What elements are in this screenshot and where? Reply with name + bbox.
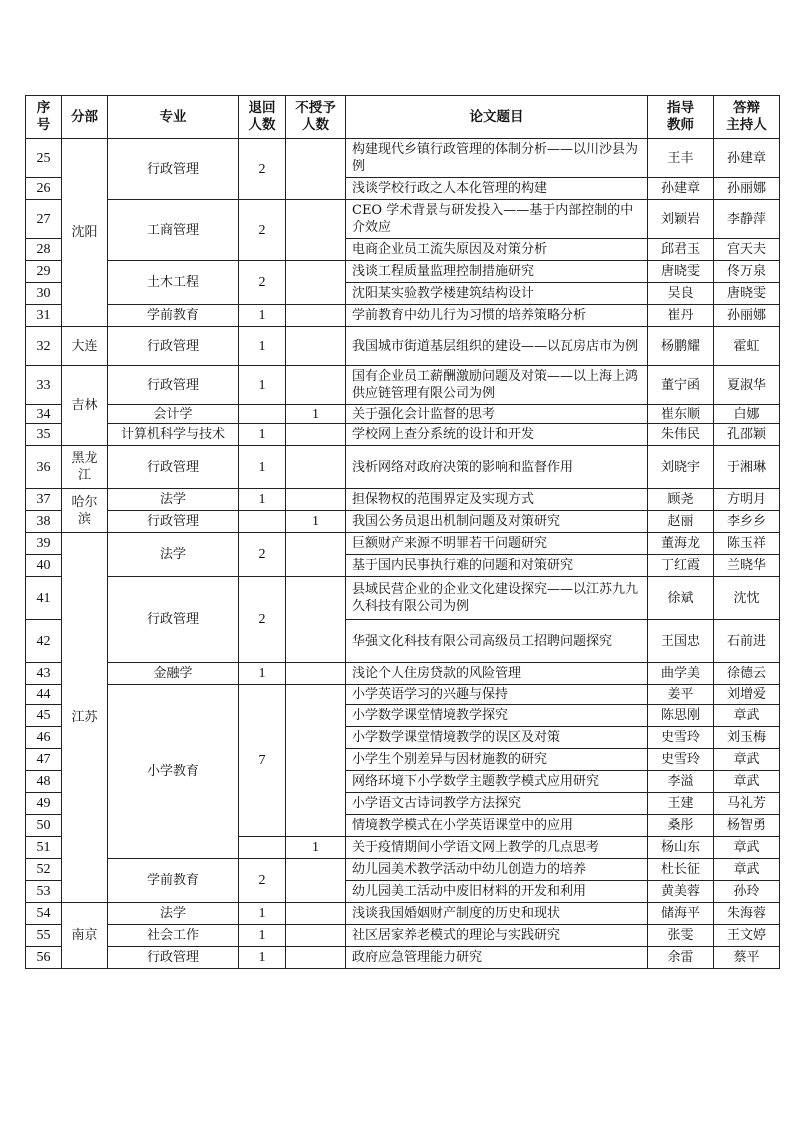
seq-cell: 51 — [26, 837, 62, 859]
title-cell: 我国城市街道基层组织的建设——以瓦房店市为例 — [346, 327, 648, 366]
title-cell: 构建现代乡镇行政管理的体制分析——以川沙县为例 — [346, 139, 648, 178]
title-cell: 浅论个人住房贷款的风险管理 — [346, 663, 648, 685]
header-seq: 序 号 — [26, 96, 62, 139]
not-granted-cell — [286, 424, 346, 446]
seq-cell: 54 — [26, 903, 62, 925]
not-granted-cell — [286, 366, 346, 405]
returned-cell: 1 — [239, 903, 286, 925]
not-granted-cell — [286, 489, 346, 511]
header-title: 论文题目 — [346, 96, 648, 139]
title-cell: 小学英语学习的兴趣与保持 — [346, 685, 648, 705]
not-granted-cell — [286, 685, 346, 837]
title-cell: 浅谈学校行政之人本化管理的构建 — [346, 178, 648, 200]
host-cell: 章武 — [714, 771, 780, 793]
seq-cell: 40 — [26, 555, 62, 577]
major-cell: 行政管理 — [108, 446, 239, 489]
seq-cell: 47 — [26, 749, 62, 771]
not-granted-cell — [286, 139, 346, 200]
host-cell: 宫天夫 — [714, 239, 780, 261]
not-granted-cell — [286, 200, 346, 261]
returned-cell: 1 — [239, 305, 286, 327]
seq-cell: 32 — [26, 327, 62, 366]
advisor-cell: 杨山东 — [648, 837, 714, 859]
title-cell: 沈阳某实验教学楼建筑结构设计 — [346, 283, 648, 305]
major-cell: 行政管理 — [108, 366, 239, 405]
seq-cell: 38 — [26, 511, 62, 533]
major-cell: 行政管理 — [108, 139, 239, 200]
seq-cell: 25 — [26, 139, 62, 178]
title-cell: 学前教育中幼儿行为习惯的培养策略分析 — [346, 305, 648, 327]
not-granted-cell — [286, 859, 346, 903]
returned-cell: 7 — [239, 685, 286, 837]
seq-cell: 27 — [26, 200, 62, 239]
advisor-cell: 王国忠 — [648, 620, 714, 663]
host-cell: 王文婷 — [714, 925, 780, 947]
header-host: 答辩 主持人 — [714, 96, 780, 139]
title-cell: 小学数学课堂情境教学的误区及对策 — [346, 727, 648, 749]
seq-cell: 29 — [26, 261, 62, 283]
seq-cell: 33 — [26, 366, 62, 405]
host-cell: 唐晓雯 — [714, 283, 780, 305]
title-cell: 小学语文古诗词教学方法探究 — [346, 793, 648, 815]
seq-cell: 52 — [26, 859, 62, 881]
advisor-cell: 朱伟民 — [648, 424, 714, 446]
title-cell: 小学生个别差异与因材施教的研究 — [346, 749, 648, 771]
not-granted-cell — [286, 446, 346, 489]
table-row — [26, 859, 780, 881]
title-cell: 基于国内民事执行难的问题和对策研究 — [346, 555, 648, 577]
table-row — [26, 405, 780, 424]
not-granted-cell: 1 — [286, 511, 346, 533]
table-row — [26, 424, 780, 446]
host-cell: 孙丽娜 — [714, 305, 780, 327]
seq-cell: 55 — [26, 925, 62, 947]
advisor-cell: 王丰 — [648, 139, 714, 178]
returned-cell: 1 — [239, 366, 286, 405]
major-cell: 法学 — [108, 489, 239, 511]
advisor-cell: 余雷 — [648, 947, 714, 969]
major-cell: 学前教育 — [108, 305, 239, 327]
table-row — [26, 200, 780, 239]
advisor-cell: 刘晓宇 — [648, 446, 714, 489]
host-cell: 孙丽娜 — [714, 178, 780, 200]
major-cell: 法学 — [108, 533, 239, 577]
title-cell: 幼儿园美工活动中废旧材料的开发和利用 — [346, 881, 648, 903]
table-row — [26, 663, 780, 685]
table-row — [26, 925, 780, 947]
host-cell: 孔邵颖 — [714, 424, 780, 446]
major-cell: 学前教育 — [108, 859, 239, 903]
host-cell: 李静萍 — [714, 200, 780, 239]
title-cell: 浅谈我国婚姻财产制度的历史和现状 — [346, 903, 648, 925]
title-cell: 我国公务员退出机制问题及对策研究 — [346, 511, 648, 533]
returned-cell: 2 — [239, 261, 286, 305]
branch-cell: 江苏 — [62, 533, 108, 903]
title-cell: 网络环境下小学数学主题教学模式应用研究 — [346, 771, 648, 793]
host-cell: 佟万泉 — [714, 261, 780, 283]
title-cell: 巨额财产来源不明罪若干问题研究 — [346, 533, 648, 555]
advisor-cell: 杜长征 — [648, 859, 714, 881]
table-row — [26, 446, 780, 489]
title-cell: 国有企业员工薪酬激励问题及对策——以上海上鸿供应链管理有限公司为例 — [346, 366, 648, 405]
host-cell: 孙玲 — [714, 881, 780, 903]
title-cell: 浅谈工程质量监理控制措施研究 — [346, 261, 648, 283]
not-granted-cell — [286, 577, 346, 663]
host-cell: 章武 — [714, 749, 780, 771]
title-cell: 电商企业员工流失原因及对策分析 — [346, 239, 648, 261]
title-cell: 社区居家养老模式的理论与实践研究 — [346, 925, 648, 947]
returned-cell: 1 — [239, 947, 286, 969]
advisor-cell: 徐斌 — [648, 577, 714, 620]
host-cell: 沈忱 — [714, 577, 780, 620]
table-row — [26, 577, 780, 620]
seq-cell: 30 — [26, 283, 62, 305]
host-cell: 徐德云 — [714, 663, 780, 685]
seq-cell: 39 — [26, 533, 62, 555]
advisor-cell: 崔丹 — [648, 305, 714, 327]
advisor-cell: 唐晓雯 — [648, 261, 714, 283]
host-cell: 孙建章 — [714, 139, 780, 178]
seq-cell: 41 — [26, 577, 62, 620]
host-cell: 方明月 — [714, 489, 780, 511]
seq-cell: 53 — [26, 881, 62, 903]
host-cell: 李乡乡 — [714, 511, 780, 533]
major-cell: 土木工程 — [108, 261, 239, 305]
returned-cell: 2 — [239, 859, 286, 903]
title-cell: 小学数学课堂情境教学探究 — [346, 705, 648, 727]
host-cell: 石前进 — [714, 620, 780, 663]
returned-cell: 2 — [239, 200, 286, 261]
advisor-cell: 姜平 — [648, 685, 714, 705]
header-branch: 分部 — [62, 96, 108, 139]
header-not-granted: 不授予 人数 — [286, 96, 346, 139]
seq-cell: 35 — [26, 424, 62, 446]
advisor-cell: 崔东顺 — [648, 405, 714, 424]
host-cell: 兰晓华 — [714, 555, 780, 577]
returned-cell: 1 — [239, 327, 286, 366]
host-cell: 于湘琳 — [714, 446, 780, 489]
host-cell: 白娜 — [714, 405, 780, 424]
header-major: 专业 — [108, 96, 239, 139]
returned-cell — [239, 837, 286, 859]
header-advisor: 指导 教师 — [648, 96, 714, 139]
not-granted-cell — [286, 663, 346, 685]
header-row — [26, 96, 780, 139]
branch-cell: 吉林 — [62, 366, 108, 446]
returned-cell: 1 — [239, 489, 286, 511]
title-cell: 学校网上查分系统的设计和开发 — [346, 424, 648, 446]
title-cell: 关于疫情期间小学语文网上教学的几点思考 — [346, 837, 648, 859]
host-cell: 刘增爱 — [714, 685, 780, 705]
returned-cell — [239, 511, 286, 533]
not-granted-cell: 1 — [286, 405, 346, 424]
seq-cell: 31 — [26, 305, 62, 327]
advisor-cell: 孙建章 — [648, 178, 714, 200]
table-row — [26, 489, 780, 511]
host-cell: 朱海蓉 — [714, 903, 780, 925]
returned-cell: 2 — [239, 577, 286, 663]
advisor-cell: 丁红霞 — [648, 555, 714, 577]
advisor-cell: 顾尧 — [648, 489, 714, 511]
header-returned: 退回 人数 — [239, 96, 286, 139]
branch-cell: 黑龙 江 — [62, 446, 108, 489]
table-row — [26, 139, 780, 178]
seq-cell: 49 — [26, 793, 62, 815]
returned-cell — [239, 405, 286, 424]
seq-cell: 45 — [26, 705, 62, 727]
advisor-cell: 吴良 — [648, 283, 714, 305]
host-cell: 章武 — [714, 705, 780, 727]
advisor-cell: 董宁函 — [648, 366, 714, 405]
seq-cell: 28 — [26, 239, 62, 261]
major-cell: 计算机科学与技术 — [108, 424, 239, 446]
title-cell: CEO 学术背景与研发投入——基于内部控制的中介效应 — [346, 200, 648, 239]
title-cell: 情境教学模式在小学英语课堂中的应用 — [346, 815, 648, 837]
returned-cell: 2 — [239, 533, 286, 577]
seq-cell: 26 — [26, 178, 62, 200]
seq-cell: 44 — [26, 685, 62, 705]
host-cell: 蔡平 — [714, 947, 780, 969]
returned-cell: 1 — [239, 424, 286, 446]
seq-cell: 48 — [26, 771, 62, 793]
advisor-cell: 史雪玲 — [648, 749, 714, 771]
table-row — [26, 366, 780, 405]
advisor-cell: 李溢 — [648, 771, 714, 793]
major-cell: 小学教育 — [108, 685, 239, 859]
table-row — [26, 327, 780, 366]
host-cell: 霍虹 — [714, 327, 780, 366]
table-row — [26, 511, 780, 533]
title-cell: 政府应急管理能力研究 — [346, 947, 648, 969]
advisor-cell: 桑彤 — [648, 815, 714, 837]
major-cell: 金融学 — [108, 663, 239, 685]
not-granted-cell — [286, 305, 346, 327]
table-row — [26, 685, 780, 705]
table-row — [26, 533, 780, 555]
returned-cell: 1 — [239, 663, 286, 685]
major-cell: 法学 — [108, 903, 239, 925]
title-cell: 浅析网络对政府决策的影响和监督作用 — [346, 446, 648, 489]
seq-cell: 34 — [26, 405, 62, 424]
major-cell: 行政管理 — [108, 577, 239, 663]
advisor-cell: 王建 — [648, 793, 714, 815]
major-cell: 社会工作 — [108, 925, 239, 947]
not-granted-cell — [286, 903, 346, 925]
not-granted-cell — [286, 925, 346, 947]
advisor-cell: 杨鹏耀 — [648, 327, 714, 366]
seq-cell: 56 — [26, 947, 62, 969]
seq-cell: 42 — [26, 620, 62, 663]
table-row — [26, 947, 780, 969]
host-cell: 章武 — [714, 837, 780, 859]
returned-cell: 1 — [239, 925, 286, 947]
not-granted-cell: 1 — [286, 837, 346, 859]
branch-cell: 沈阳 — [62, 139, 108, 327]
seq-cell: 50 — [26, 815, 62, 837]
not-granted-cell — [286, 327, 346, 366]
seq-cell: 43 — [26, 663, 62, 685]
advisor-cell: 刘颖岩 — [648, 200, 714, 239]
major-cell: 行政管理 — [108, 327, 239, 366]
returned-cell: 1 — [239, 446, 286, 489]
title-cell: 华强文化科技有限公司高级员工招聘问题探究 — [346, 620, 648, 663]
major-cell: 行政管理 — [108, 947, 239, 969]
advisor-cell: 黄美蓉 — [648, 881, 714, 903]
seq-cell: 36 — [26, 446, 62, 489]
title-cell: 县域民营企业的企业文化建设探究——以江苏九九久科技有限公司为例 — [346, 577, 648, 620]
major-cell: 行政管理 — [108, 511, 239, 533]
advisor-cell: 董海龙 — [648, 533, 714, 555]
not-granted-cell — [286, 261, 346, 305]
returned-cell: 2 — [239, 139, 286, 200]
major-cell: 会计学 — [108, 405, 239, 424]
major-cell: 工商管理 — [108, 200, 239, 261]
table-row — [26, 903, 780, 925]
advisor-cell: 邱君玉 — [648, 239, 714, 261]
title-cell: 担保物权的范围界定及实现方式 — [346, 489, 648, 511]
not-granted-cell — [286, 947, 346, 969]
seq-cell: 46 — [26, 727, 62, 749]
advisor-cell: 赵丽 — [648, 511, 714, 533]
advisor-cell: 曲学美 — [648, 663, 714, 685]
thesis-table — [25, 95, 780, 969]
branch-cell: 哈尔 滨 — [62, 489, 108, 533]
advisor-cell: 陈思刚 — [648, 705, 714, 727]
title-cell: 关于强化会计监督的思考 — [346, 405, 648, 424]
table-row — [26, 305, 780, 327]
advisor-cell: 史雪玲 — [648, 727, 714, 749]
advisor-cell: 储海平 — [648, 903, 714, 925]
host-cell: 章武 — [714, 859, 780, 881]
host-cell: 马礼芳 — [714, 793, 780, 815]
advisor-cell: 张雯 — [648, 925, 714, 947]
seq-cell: 37 — [26, 489, 62, 511]
title-cell: 幼儿园美术教学活动中幼儿创造力的培养 — [346, 859, 648, 881]
table-row — [26, 261, 780, 283]
host-cell: 夏淑华 — [714, 366, 780, 405]
host-cell: 杨智勇 — [714, 815, 780, 837]
branch-cell: 南京 — [62, 903, 108, 969]
host-cell: 陈玉祥 — [714, 533, 780, 555]
branch-cell: 大连 — [62, 327, 108, 366]
not-granted-cell — [286, 533, 346, 577]
host-cell: 刘玉梅 — [714, 727, 780, 749]
